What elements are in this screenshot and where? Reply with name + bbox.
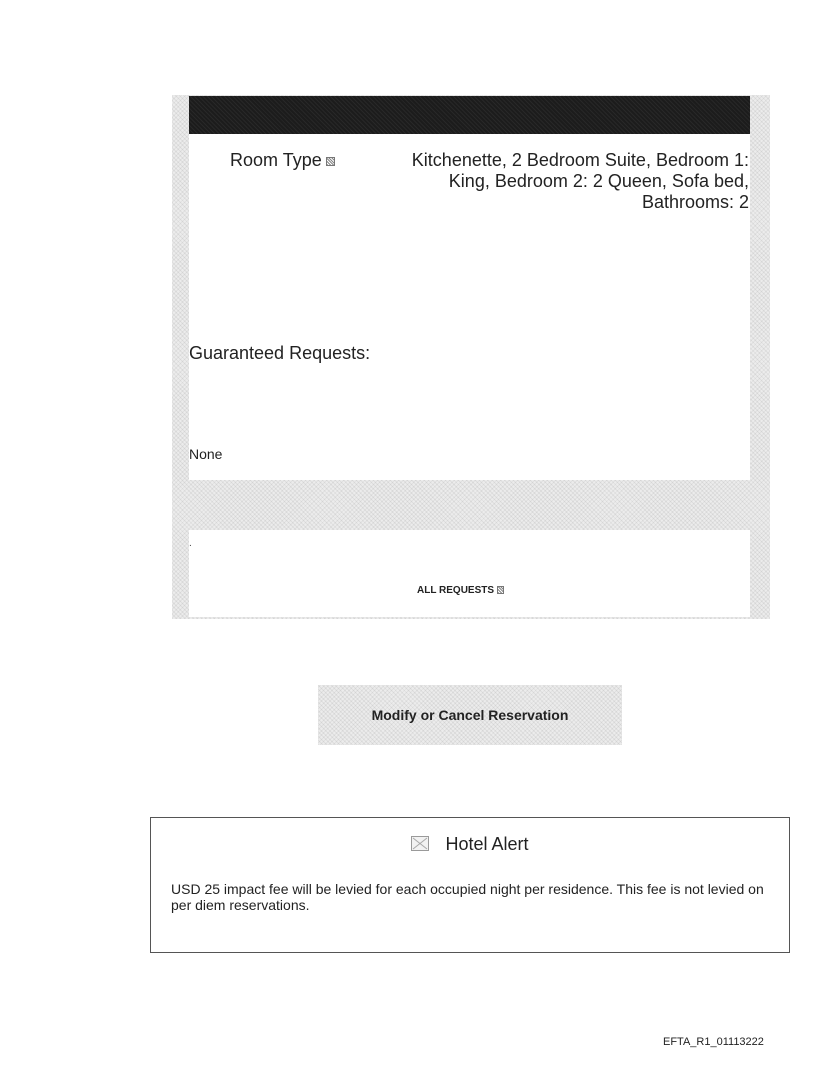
- all-requests-label: ALL REQUESTS: [417, 585, 495, 596]
- expand-image-icon: [497, 586, 504, 594]
- room-type-label: [230, 150, 335, 171]
- guaranteed-requests-heading: Guaranteed Requests:: [189, 343, 371, 363]
- room-type-label-text: Room Type: [230, 150, 322, 170]
- separator-dot: .: [189, 538, 192, 549]
- guaranteed-requests-value: None: [189, 446, 223, 462]
- all-requests-panel: [189, 530, 750, 617]
- card-header-bar: [189, 96, 750, 134]
- info-image-icon: [326, 157, 335, 166]
- hotel-alert-message: USD 25 impact fee will be levied for each occupied night per residence. This fee is not levied on per diem reservations.: [171, 881, 764, 913]
- hotel-alert-title: Hotel Alert: [445, 834, 529, 854]
- hotel-alert-box: [150, 817, 790, 953]
- all-requests-link[interactable]: [417, 585, 504, 596]
- hotel-alert-title-row: [151, 834, 789, 855]
- modify-cancel-reservation-button[interactable]: Modify or Cancel Reservation: [318, 685, 622, 745]
- document-id: EFTA_R1_01113222: [663, 1036, 764, 1048]
- room-type-value: Kitchenette, 2 Bedroom Suite, Bedroom 1: King, Bedroom 2: 2 Queen, Sofa bed, Bathrooms: 2: [411, 150, 749, 212]
- broken-image-icon: [411, 836, 429, 851]
